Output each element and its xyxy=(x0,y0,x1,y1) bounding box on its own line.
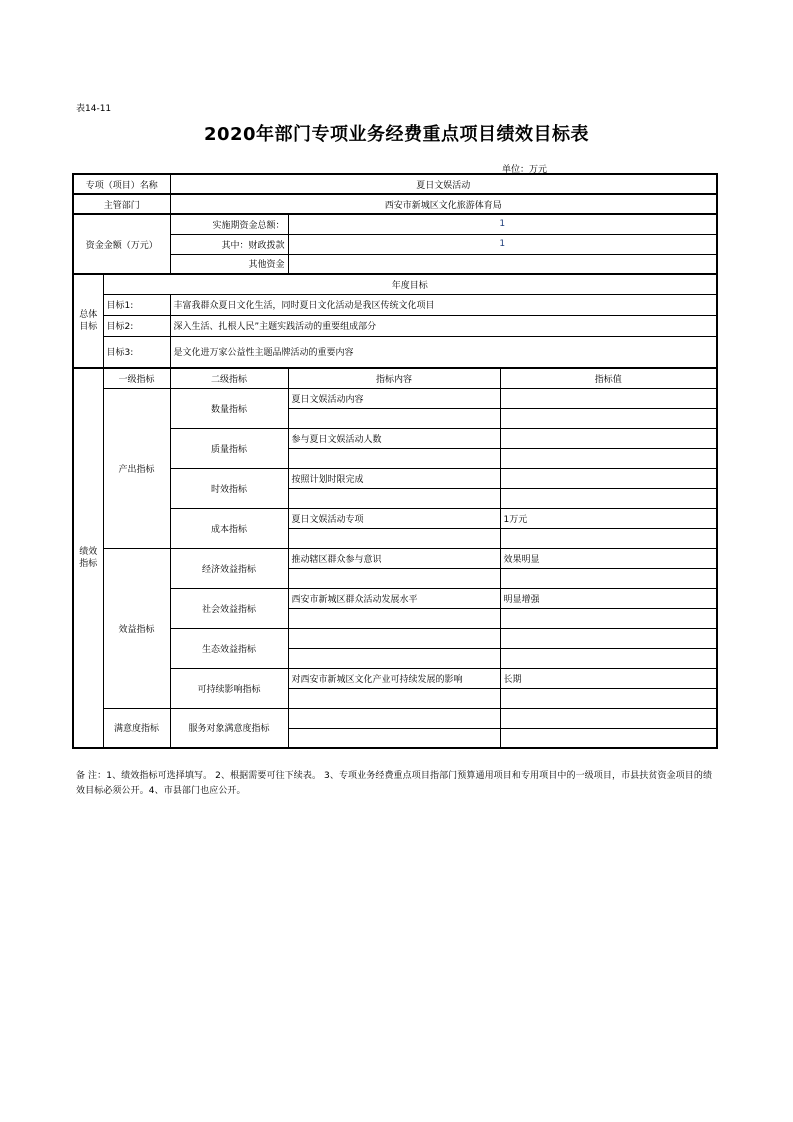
timeliness-label: 时效指标 xyxy=(170,468,288,508)
timeliness-value xyxy=(500,468,717,488)
economic-value: 效果明显 xyxy=(500,548,717,568)
economic-content-2 xyxy=(288,568,500,588)
project-name-label: 专项（项目）名称 xyxy=(73,174,170,194)
sustain-value: 长期 xyxy=(500,668,717,688)
economic-label: 经济效益指标 xyxy=(170,548,288,588)
sustain-content-2 xyxy=(288,688,500,708)
goal-3-label: 目标3: xyxy=(103,336,170,368)
satisfaction-indicator-label: 满意度指标 xyxy=(103,708,170,748)
project-name-value: 夏日文娱活动 xyxy=(170,174,717,194)
service-value xyxy=(500,708,717,728)
quantity-content: 夏日文娱活动内容 xyxy=(288,388,500,408)
eco-label: 生态效益指标 xyxy=(170,628,288,668)
goal-1-label: 目标1: xyxy=(103,294,170,315)
page-title: 2020年部门专项业务经费重点项目绩效目标表 xyxy=(203,124,590,145)
service-content xyxy=(288,708,500,728)
cost-value: 1万元 xyxy=(500,508,717,528)
social-value: 明显增强 xyxy=(500,588,717,608)
social-value-2 xyxy=(500,608,717,628)
eco-value xyxy=(500,628,717,648)
quantity-label: 数量指标 xyxy=(170,388,288,428)
quality-label: 质量指标 xyxy=(170,428,288,468)
quantity-value xyxy=(500,388,717,408)
funds-total-value: 1 xyxy=(288,214,717,234)
col-level1: 一级指标 xyxy=(103,368,170,388)
col-value: 指标值 xyxy=(500,368,717,388)
performance-target-table xyxy=(72,173,718,749)
quality-value xyxy=(500,428,717,448)
perf-indicator-label: 绩效指标 xyxy=(73,368,103,748)
service-label: 服务对象满意度指标 xyxy=(170,708,288,748)
quality-value-2 xyxy=(500,448,717,468)
service-value-2 xyxy=(500,728,717,748)
eco-content-2 xyxy=(288,648,500,668)
sustain-label: 可持续影响指标 xyxy=(170,668,288,708)
eco-content xyxy=(288,628,500,648)
unit-label: 单位：万元 xyxy=(502,165,548,175)
col-level2: 二级指标 xyxy=(170,368,288,388)
goal-2-label: 目标2: xyxy=(103,315,170,336)
benefit-indicator-label: 效益指标 xyxy=(103,548,170,708)
social-label: 社会效益指标 xyxy=(170,588,288,628)
cost-content-2 xyxy=(288,528,500,548)
service-content-2 xyxy=(288,728,500,748)
quantity-content-2 xyxy=(288,408,500,428)
funds-other-value xyxy=(288,254,717,274)
social-content: 西安市新城区群众活动发展水平 xyxy=(288,588,500,608)
quality-content-2 xyxy=(288,448,500,468)
eco-value-2 xyxy=(500,648,717,668)
sustain-content: 对西安市新城区文化产业可持续发展的影响 xyxy=(288,668,500,688)
cost-label: 成本指标 xyxy=(170,508,288,548)
cost-content: 夏日文娱活动专项 xyxy=(288,508,500,528)
goal-2-text: 深入生活、扎根人民”主题实践活动的重要组成部分 xyxy=(170,315,717,336)
cost-value-2 xyxy=(500,528,717,548)
economic-value-2 xyxy=(500,568,717,588)
funds-fiscal-label: 其中：财政拨款 xyxy=(170,234,288,254)
footnote: 备 注：1、绩效指标可选择填写。 2、根据需要可往下续表。 3、专项业务经费重点项目指部门预算通用项目和专用项目中的一级项目，市县扶贫资金项目的绩效目标必须公开。4、市县部门也应公开。 xyxy=(76,771,713,796)
table-number: 表14-11 xyxy=(76,104,112,114)
timeliness-content: 按照计划时限完成 xyxy=(288,468,500,488)
funds-other-label: 其他资金 xyxy=(170,254,288,274)
sustain-value-2 xyxy=(500,688,717,708)
annual-goal-header: 年度目标 xyxy=(103,274,717,294)
timeliness-content-2 xyxy=(288,488,500,508)
quantity-value-2 xyxy=(500,408,717,428)
output-indicator-label: 产出指标 xyxy=(103,388,170,548)
timeliness-value-2 xyxy=(500,488,717,508)
dept-value: 西安市新城区文化旅游体育局 xyxy=(170,194,717,214)
overall-goal-label: 总体目标 xyxy=(73,274,103,368)
funds-fiscal-value: 1 xyxy=(288,234,717,254)
goal-3-text: 是文化进万家公益性主题品牌活动的重要内容 xyxy=(170,336,717,368)
dept-label: 主管部门 xyxy=(73,194,170,214)
social-content-2 xyxy=(288,608,500,628)
funds-total-label: 实施期资金总额： xyxy=(170,214,288,234)
goal-1-text: 丰富我群众夏日文化生活，同时夏日文化活动是我区传统文化项目 xyxy=(170,294,717,315)
quality-content: 参与夏日文娱活动人数 xyxy=(288,428,500,448)
funds-label: 资金金额（万元） xyxy=(73,214,170,274)
col-content: 指标内容 xyxy=(288,368,500,388)
economic-content: 推动辖区群众参与意识 xyxy=(288,548,500,568)
